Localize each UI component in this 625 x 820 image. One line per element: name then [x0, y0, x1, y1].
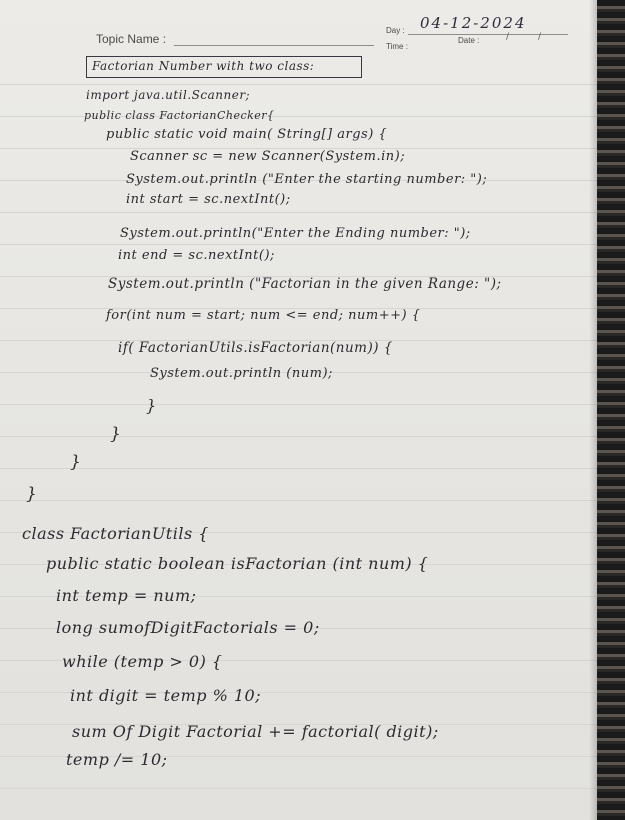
code-line-is-factorian: public static boolean isFactorian (int num) { [46, 554, 429, 573]
code-line-print-num: System.out.println (num); [150, 366, 333, 381]
code-line-if: if( FactorianUtils.isFactorian(num)) { [118, 340, 393, 356]
code-line-read-end: int end = sc.nextInt(); [118, 248, 275, 263]
code-line-main-decl: public static void main( String[] args) { [106, 127, 388, 142]
spiral-binding [597, 0, 625, 820]
date-label: Date : [458, 36, 480, 45]
code-line-sum: long sumofDigitFactorials = 0; [56, 618, 320, 637]
day-value: 04-12-2024 [420, 14, 527, 32]
code-line-utils-class: class FactorianUtils { [22, 524, 209, 543]
code-line-scanner: Scanner sc = new Scanner(System.in); [130, 149, 406, 164]
binding-shadow [589, 0, 597, 820]
closing-brace-main: } [70, 452, 82, 472]
code-line-import: import java.util.Scanner; [86, 88, 251, 102]
closing-brace-if: } [146, 396, 157, 415]
time-label: Time : [386, 42, 408, 51]
code-line-sum-add: sum Of Digit Factorial += factorial( digit); [72, 722, 439, 741]
code-line-digit: int digit = temp % 10; [70, 686, 262, 705]
page-title: Factorian Number with two class: [92, 59, 315, 73]
code-line-print-range: System.out.println ("Factorian in the given Range: "); [108, 276, 502, 292]
code-line-read-start: int start = sc.nextInt(); [126, 192, 291, 207]
code-line-print-end: System.out.println("Enter the Ending number: "); [120, 226, 471, 241]
code-line-for-loop: for(int num = start; num <= end; num++) { [106, 308, 421, 323]
code-line-class-decl: public class FactorianChecker{ [84, 109, 275, 122]
date-tick-2: / [538, 32, 542, 42]
day-line [408, 34, 568, 35]
day-label: Day : [386, 26, 405, 35]
code-line-temp: int temp = num; [56, 586, 197, 605]
code-line-temp-div: temp /= 10; [66, 750, 168, 769]
topic-name-label: Topic Name : [96, 32, 167, 46]
closing-brace-class: } [26, 484, 38, 504]
closing-brace-for: } [110, 424, 122, 444]
topic-name-line [174, 45, 374, 46]
code-line-while: while (temp > 0) { [62, 652, 223, 671]
code-line-print-start: System.out.println ("Enter the starting number: "); [126, 172, 488, 187]
date-tick-1: / [506, 32, 510, 42]
